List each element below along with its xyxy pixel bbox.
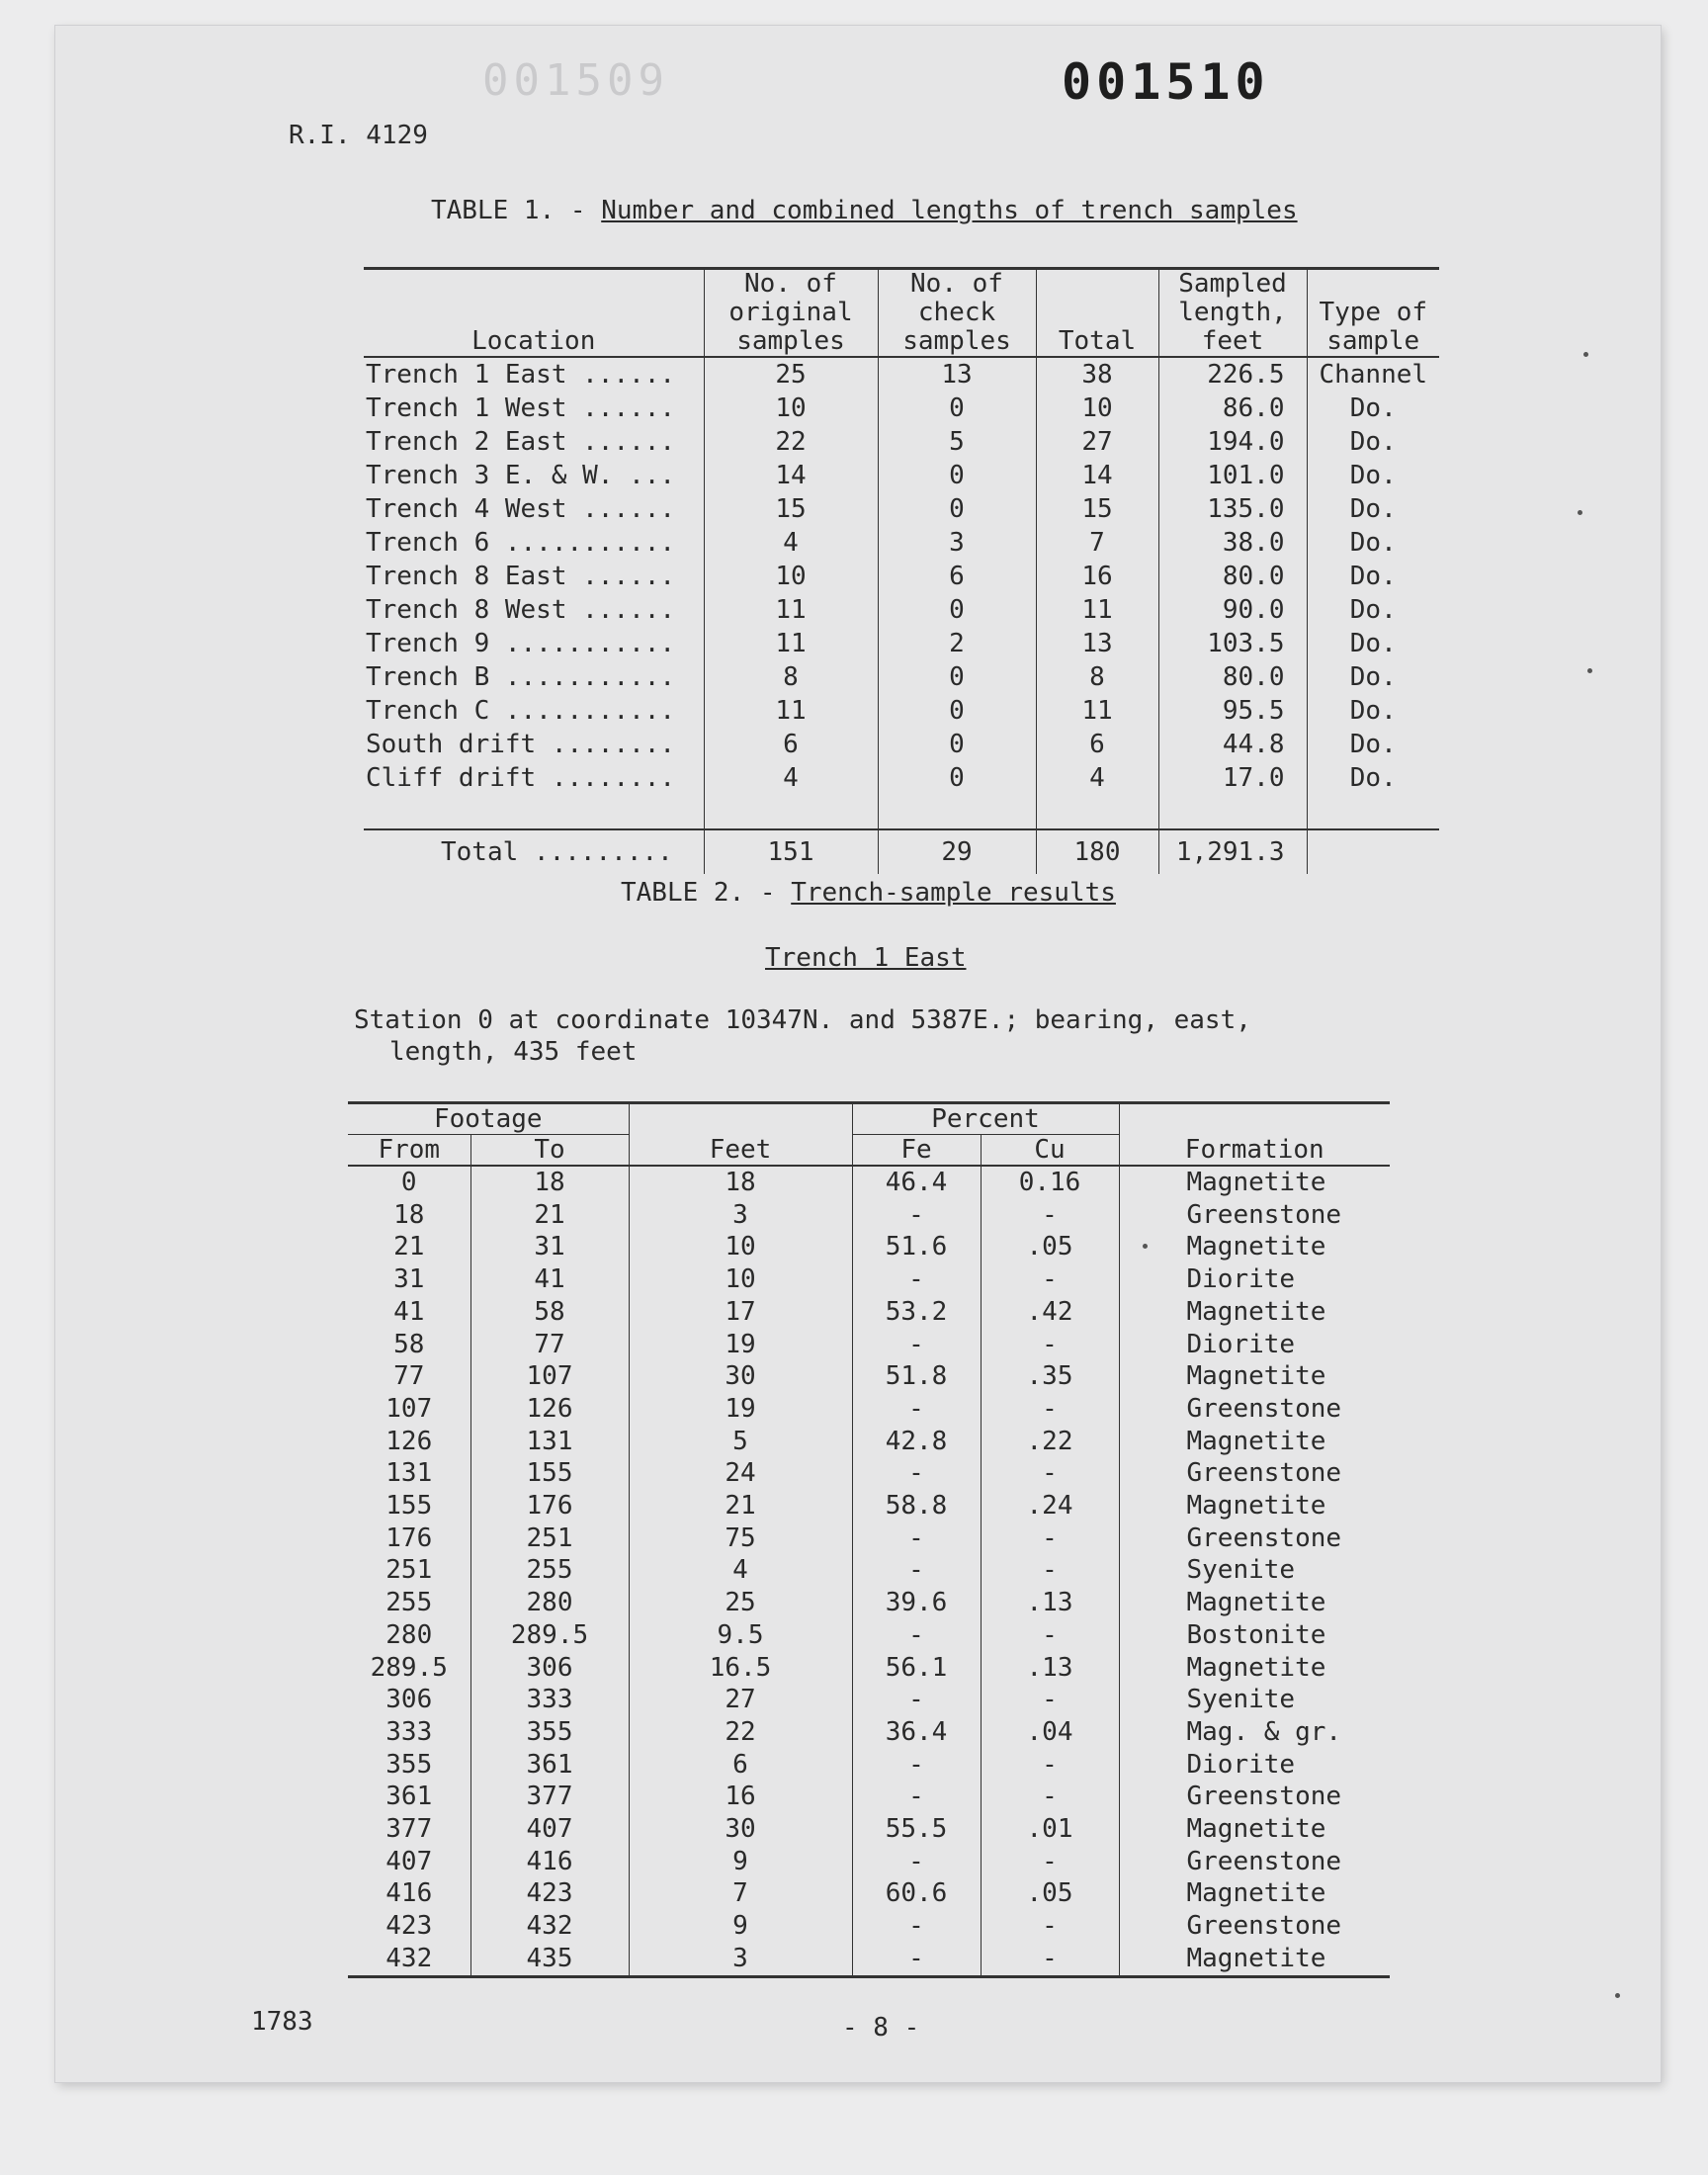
header-formation: Formation	[1119, 1135, 1390, 1167]
table-row: 176 251 75 - - Greenstone	[348, 1522, 1390, 1555]
table-row: Trench 1 East ...... 25 13 38 226.5 Channel	[364, 357, 1439, 392]
table2-subtitle: Trench 1 East	[765, 943, 967, 973]
scan-speck	[1587, 668, 1592, 673]
header-from: From	[378, 1135, 441, 1165]
table-row: 407 416 9 - - Greenstone	[348, 1846, 1390, 1878]
table-row: 18 21 3 - - Greenstone	[348, 1199, 1390, 1232]
table-row: Trench 4 West ...... 15 0 15 135.0 Do.	[364, 492, 1439, 526]
table1	[364, 267, 1439, 874]
table-row: 0 18 18 46.4 0.16 Magnetite	[348, 1166, 1390, 1199]
table-row: Trench 8 West ...... 11 0 11 90.0 Do.	[364, 593, 1439, 627]
table-row: 155 176 21 58.8 .24 Magnetite	[348, 1490, 1390, 1522]
table2-header-row-1	[348, 1103, 1390, 1135]
page-number: - 8 -	[842, 2013, 920, 2043]
table1-caption: Number and combined lengths of trench samples	[601, 196, 1298, 225]
table1-title	[431, 196, 1298, 225]
table2-header-row-2	[348, 1135, 1390, 1167]
table1-label: TABLE 1. -	[431, 196, 586, 225]
table-row: 361 377 16 - - Greenstone	[348, 1781, 1390, 1813]
page-stamp-number: 001510	[1062, 53, 1270, 111]
table1-header-type: Type of sample	[1307, 269, 1439, 358]
header-feet: Feet	[629, 1135, 852, 1167]
table-row: 280 289.5 9.5 - - Bostonite	[348, 1619, 1390, 1652]
bleed-through-number: 001509	[482, 55, 669, 106]
header-cu: Cu	[981, 1135, 1119, 1167]
table1-header-original: No. of original samples	[704, 269, 878, 358]
scan-speck	[1578, 510, 1582, 515]
table-row: 432 435 3 - - Magnetite	[348, 1943, 1390, 1976]
station-note: Station 0 at coordinate 10347N. and 5387E.; bearing, east, length, 435 feet	[354, 1005, 1251, 1067]
table-row	[364, 795, 1439, 829]
table-row: Trench 8 East ...... 10 6 16 80.0 Do.	[364, 560, 1439, 593]
table1-header-row	[364, 269, 1439, 358]
table-row: 31 41 10 - - Diorite	[348, 1263, 1390, 1296]
table2-caption: Trench-sample results	[791, 878, 1116, 908]
header-fe: Fe	[852, 1135, 981, 1167]
table-row: 333 355 22 36.4 .04 Mag. & gr.	[348, 1716, 1390, 1749]
table-row: 107 126 19 - - Greenstone	[348, 1393, 1390, 1426]
scan-speck	[1143, 1244, 1148, 1249]
table-row: Trench 1 West ...... 10 0 10 86.0 Do.	[364, 392, 1439, 425]
table1-header-total: Total	[1036, 269, 1158, 358]
footer-number: 1783	[251, 2007, 313, 2037]
table-row: 21 31 10 51.6 .05 Magnetite	[348, 1231, 1390, 1263]
table-row: Cliff drift ........ 4 0 4 17.0 Do.	[364, 761, 1439, 795]
header-to: To	[470, 1135, 629, 1167]
table-row: 423 432 9 - - Greenstone	[348, 1910, 1390, 1943]
table1-header-length: Sampled length, feet	[1158, 269, 1307, 358]
table-row: South drift ........ 6 0 6 44.8 Do.	[364, 728, 1439, 761]
table-row: 126 131 5 42.8 .22 Magnetite	[348, 1426, 1390, 1458]
scan-speck	[1615, 1993, 1620, 1998]
table1-header-check: No. of check samples	[878, 269, 1036, 358]
table2-title	[621, 878, 1116, 908]
header-percent: Percent	[852, 1103, 1119, 1135]
table-row: Trench C ........... 11 0 11 95.5 Do.	[364, 694, 1439, 728]
table2-label: TABLE 2. -	[621, 878, 776, 908]
table-row: 306 333 27 - - Syenite	[348, 1684, 1390, 1716]
table-row: 416 423 7 60.6 .05 Magnetite	[348, 1877, 1390, 1910]
table-row: 58 77 19 - - Diorite	[348, 1329, 1390, 1361]
table-row: 251 255 4 - - Syenite	[348, 1554, 1390, 1587]
table-row: Trench 6 ........... 4 3 7 38.0 Do.	[364, 526, 1439, 560]
table-row: Trench 2 East ...... 22 5 27 194.0 Do.	[364, 425, 1439, 459]
document-page	[55, 26, 1661, 2082]
table-row: 77 107 30 51.8 .35 Magnetite	[348, 1360, 1390, 1393]
table-row: Trench 3 E. & W. ... 14 0 14 101.0 Do.	[364, 459, 1439, 492]
header-footage: Footage	[348, 1103, 629, 1135]
table-row: 377 407 30 55.5 .01 Magnetite	[348, 1813, 1390, 1846]
table2	[348, 1101, 1390, 1978]
table1-total-row: Total ......... 151 29 180 1,291.3	[364, 829, 1439, 874]
report-id: R.I. 4129	[289, 121, 428, 150]
table-row: 355 361 6 - - Diorite	[348, 1749, 1390, 1782]
table-row: Trench 9 ........... 11 2 13 103.5 Do.	[364, 627, 1439, 660]
scan-speck	[1583, 352, 1588, 357]
table1-total-label: Total .........	[441, 837, 673, 867]
table-row: 255 280 25 39.6 .13 Magnetite	[348, 1587, 1390, 1619]
table-row: 289.5 306 16.5 56.1 .13 Magnetite	[348, 1652, 1390, 1685]
table-row: 41 58 17 53.2 .42 Magnetite	[348, 1296, 1390, 1329]
table-row: Trench B ........... 8 0 8 80.0 Do.	[364, 660, 1439, 694]
table-row: 131 155 24 - - Greenstone	[348, 1457, 1390, 1490]
table1-header-location: Location	[471, 326, 596, 356]
